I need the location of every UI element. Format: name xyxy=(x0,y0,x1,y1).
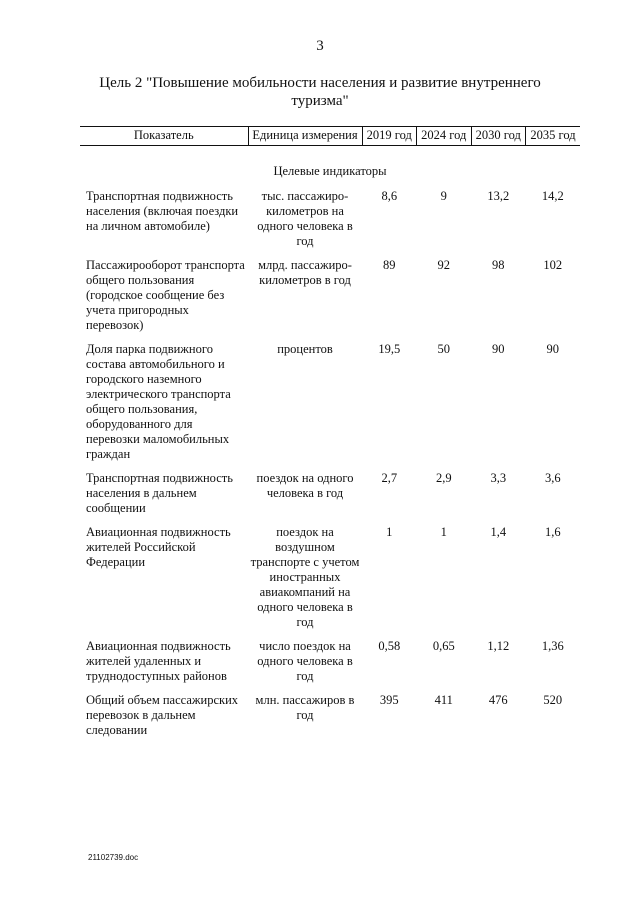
value-2035: 1,36 xyxy=(541,639,564,653)
header-unit: Единица измерения xyxy=(248,127,362,146)
unit-cell: число поездок на одного человека в год xyxy=(257,639,353,683)
indicator-cell: Транспортная подвижность населения (включая поездки на личном автомобиле) xyxy=(86,189,239,233)
value-2035: 102 xyxy=(543,258,563,272)
table-row xyxy=(80,693,580,747)
header-year-2024: 2024 год xyxy=(417,127,472,146)
value-2030: 13,2 xyxy=(487,189,510,203)
header-year-2035: 2035 год xyxy=(526,127,581,146)
value-2030: 1,12 xyxy=(487,639,510,653)
value-2030: 476 xyxy=(488,693,508,707)
indicator-cell: Транспортная подвижность населения в дальнем сообщении xyxy=(86,471,233,515)
value-2035: 1,6 xyxy=(544,525,561,539)
value-2024: 9 xyxy=(440,189,447,203)
indicator-cell: Доля парка подвижного состава автомобильного и городского наземного электрического транспорта общего пользования, оборудованного для перевозки маломобильных граждан xyxy=(86,342,231,461)
value-2019: 19,5 xyxy=(378,342,401,356)
value-2024: 2,9 xyxy=(435,471,452,485)
header-year-2019: 2019 год xyxy=(362,127,417,146)
table-header-row xyxy=(80,127,580,146)
value-2024: 92 xyxy=(437,258,450,272)
table-row xyxy=(80,189,580,258)
value-2024: 0,65 xyxy=(432,639,455,653)
page-title: Цель 2 "Повышение мобильности населения и развитие внутреннего туризма" xyxy=(99,75,541,109)
value-2019: 2,7 xyxy=(381,471,398,485)
value-2019: 1 xyxy=(386,525,393,539)
indicator-cell: Общий объем пассажирских перевозок в дальнем следовании xyxy=(86,693,239,737)
value-2024: 50 xyxy=(437,342,450,356)
section-row xyxy=(80,146,580,190)
value-2035: 14,2 xyxy=(541,189,564,203)
unit-cell: процентов xyxy=(277,342,333,356)
value-2030: 3,3 xyxy=(490,471,507,485)
value-2024: 411 xyxy=(434,693,453,707)
value-2024: 1 xyxy=(440,525,447,539)
indicators-table-container xyxy=(80,126,580,747)
indicator-cell: Авиационная подвижность жителей Российской Федерации xyxy=(86,525,231,569)
table-row xyxy=(80,342,580,471)
value-2035: 3,6 xyxy=(544,471,561,485)
value-2019: 8,6 xyxy=(381,189,398,203)
value-2035: 520 xyxy=(543,693,563,707)
table-row xyxy=(80,639,580,693)
value-2030: 90 xyxy=(492,342,505,356)
value-2035: 90 xyxy=(546,342,559,356)
value-2019: 0,58 xyxy=(378,639,401,653)
indicator-cell: Пассажирооборот транспорта общего пользования (городское сообщение без учета пригородных перевозок) xyxy=(86,258,245,332)
document-filename: 21102739.doc xyxy=(88,853,139,862)
table-row xyxy=(80,525,580,639)
table-row xyxy=(80,471,580,525)
unit-cell: тыс. пассажиро-километров на одного человека в год xyxy=(257,189,353,248)
header-year-2030: 2030 год xyxy=(471,127,526,146)
value-2019: 89 xyxy=(383,258,396,272)
header-indicator: Показатель xyxy=(80,127,248,146)
unit-cell: млрд. пассажиро-километров в год xyxy=(258,258,352,287)
value-2030: 1,4 xyxy=(490,525,507,539)
unit-cell: млн. пассажиров в год xyxy=(255,693,355,722)
table-row xyxy=(80,258,580,342)
unit-cell: поездок на одного человека в год xyxy=(256,471,354,500)
indicator-cell: Авиационная подвижность жителей удаленных и труднодоступных районов xyxy=(86,639,231,683)
section-title: Целевые индикаторы xyxy=(273,164,387,178)
value-2019: 395 xyxy=(379,693,399,707)
indicators-table xyxy=(80,126,580,747)
unit-cell: поездок на воздушном транспорте с учетом иностранных авиакомпаний на одного человека в год xyxy=(250,525,360,629)
value-2030: 98 xyxy=(492,258,505,272)
page-number: 3 xyxy=(316,38,324,54)
